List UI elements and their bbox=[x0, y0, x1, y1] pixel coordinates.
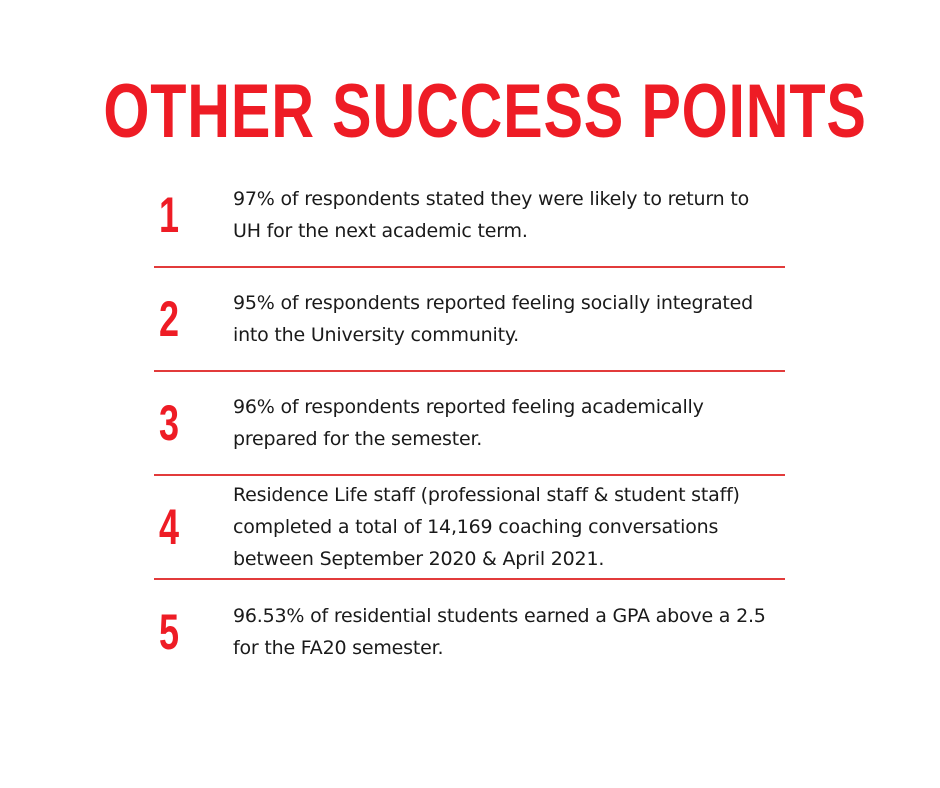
point-number: 1 bbox=[158, 187, 180, 243]
point-text: 96.53% of residential students earned a GPA above a 2.5 for the FA20 semester. bbox=[233, 605, 766, 659]
point-number: 3 bbox=[158, 395, 180, 451]
success-point-5 bbox=[154, 580, 785, 684]
point-number: 5 bbox=[158, 604, 180, 660]
point-number: 2 bbox=[158, 291, 180, 347]
success-points-list bbox=[154, 164, 785, 684]
success-point-4 bbox=[154, 476, 785, 580]
point-text: 96% of respondents reported feeling academically prepared for the semester. bbox=[233, 396, 704, 450]
point-text: 97% of respondents stated they were likely to return to UH for the next academic term. bbox=[233, 188, 750, 242]
point-text: 95% of respondents reported feeling socially integrated into the University community. bbox=[233, 292, 754, 346]
point-text: Residence Life staff (professional staff & student staff) completed a total of 14,169 coaching conversations between September 2020 & April 2021. bbox=[233, 484, 740, 570]
page-title: OTHER SUCCESS POINTS bbox=[103, 69, 867, 154]
success-point-3 bbox=[154, 372, 785, 476]
success-point-2 bbox=[154, 268, 785, 372]
success-point-1 bbox=[154, 164, 785, 268]
point-number: 4 bbox=[158, 499, 180, 555]
